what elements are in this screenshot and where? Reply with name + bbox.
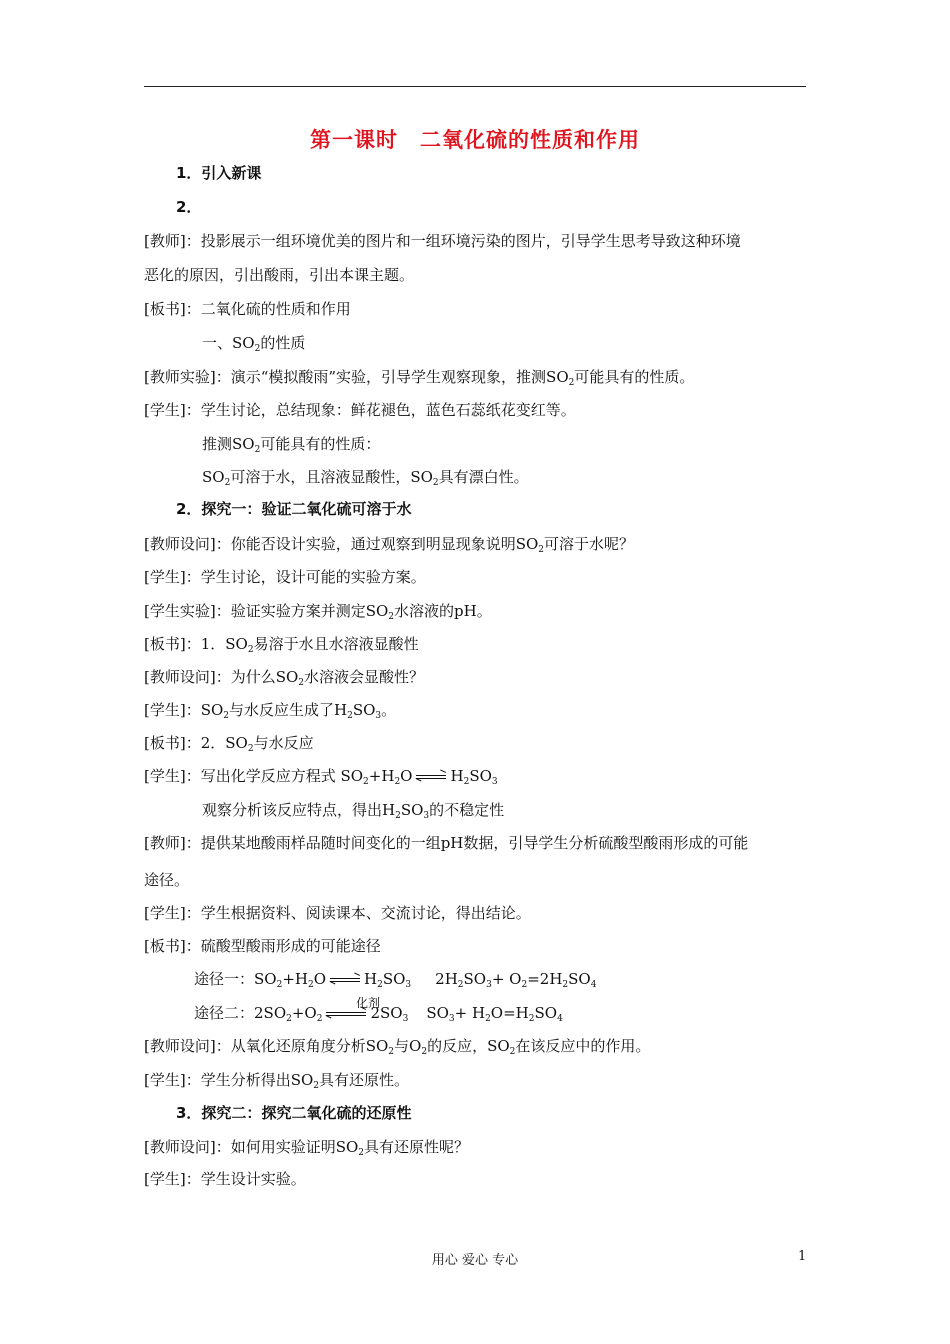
section-intro: 1．引入新课 [176,164,262,182]
reversible-arrow-icon [326,1009,366,1019]
section-2: 2． [176,198,202,216]
paragraph: 途径。 [144,871,190,889]
paragraph: 观察分析该反应特点，得出$H_2SO_3$的不稳定性 [202,801,505,821]
section-heading: 3．探究二：探究二氧化硫的还原性 [176,1104,412,1122]
paragraph: [学生实验]：验证实验方案并测定$SO_2$水溶液的pH。 [144,602,492,622]
page-footer: 用心 爱心 专心 [431,1253,519,1268]
paragraph: [教师]：投影展示一组环境优美的图片和一组环境污染的图片，引导学生思考导致这种环境 [144,232,741,250]
reversible-arrow-icon [330,975,360,985]
paragraph: [板书]：2．$SO_2$与水反应 [144,734,314,754]
paragraph: [学生]：学生根据资料、阅读课本、交流讨论，得出结论。 [144,904,531,922]
equation-line: 途径一：$SO_2+H_2O$ $H_2SO_3$ $2H_2SO_3+ O_2=2H_2SO_4$ [194,970,597,990]
equation-line: 途径二：$2SO_2+O_2$ $2SO_3$ $SO_3+ H_2O=H_2SO_4$ [194,1004,563,1024]
section-heading: 2．探究一：验证二氧化硫可溶于水 [176,500,412,518]
paragraph: $SO_2$可溶于水，且溶液显酸性，$SO_2$具有漂白性。 [202,468,529,488]
paragraph: [板书]：硫酸型酸雨形成的可能途径 [144,937,381,955]
paragraph: [教师]：提供某地酸雨样品随时间变化的一组pH数据，引导学生分析硫酸型酸雨形成的可能 [144,834,749,852]
paragraph: [学生]：学生讨论，设计可能的实验方案。 [144,568,426,586]
paragraph: 一、$SO_2$的性质 [202,334,306,354]
lesson-title: 第一课时 二氧化硫的性质和作用 [310,128,640,152]
header-rule [144,86,806,87]
paragraph: [教师设问]：从氧化还原角度分析$SO_2$与$O_2$的反应，$SO_2$在该反应中的作用。 [144,1037,651,1057]
paragraph: [教师实验]：演示“模拟酸雨”实验，引导学生观察现象，推测$SO_2$可能具有的性质。 [144,368,695,388]
reversible-arrow-icon [416,772,446,782]
paragraph: [教师设问]：如何用实验证明$SO_2$具有还原性呢？ [144,1138,470,1158]
paragraph: [学生]：学生分析得出$SO_2$具有还原性。 [144,1071,410,1091]
paragraph: 恶化的原因，引出酸雨，引出本课主题。 [144,266,415,284]
paragraph: [学生]：学生讨论，总结现象：鲜花褪色，蓝色石蕊纸花变红等。 [144,401,576,419]
equation-line: [学生]：写出化学反应方程式 $SO_2+H_2O$ $H_2SO_3$ [144,767,498,787]
paragraph: [板书]：1．$SO_2$易溶于水且水溶液显酸性 [144,635,419,655]
paragraph: 推测$SO_2$可能具有的性质： [202,435,381,455]
paragraph: [教师设问]：为什么$SO_2$水溶液会显酸性？ [144,668,425,688]
catalyst-label: 化剂 [356,996,381,1010]
paragraph: [学生]：$SO_2$与水反应生成了$H_2SO_3$。 [144,701,397,721]
paragraph: [学生]：学生设计实验。 [144,1170,306,1188]
paragraph: [教师设问]：你能否设计实验，通过观察到明显现象说明$SO_2$可溶于水呢？ [144,535,635,555]
page-number: 1 [798,1249,807,1264]
paragraph: [板书]：二氧化硫的性质和作用 [144,300,351,318]
